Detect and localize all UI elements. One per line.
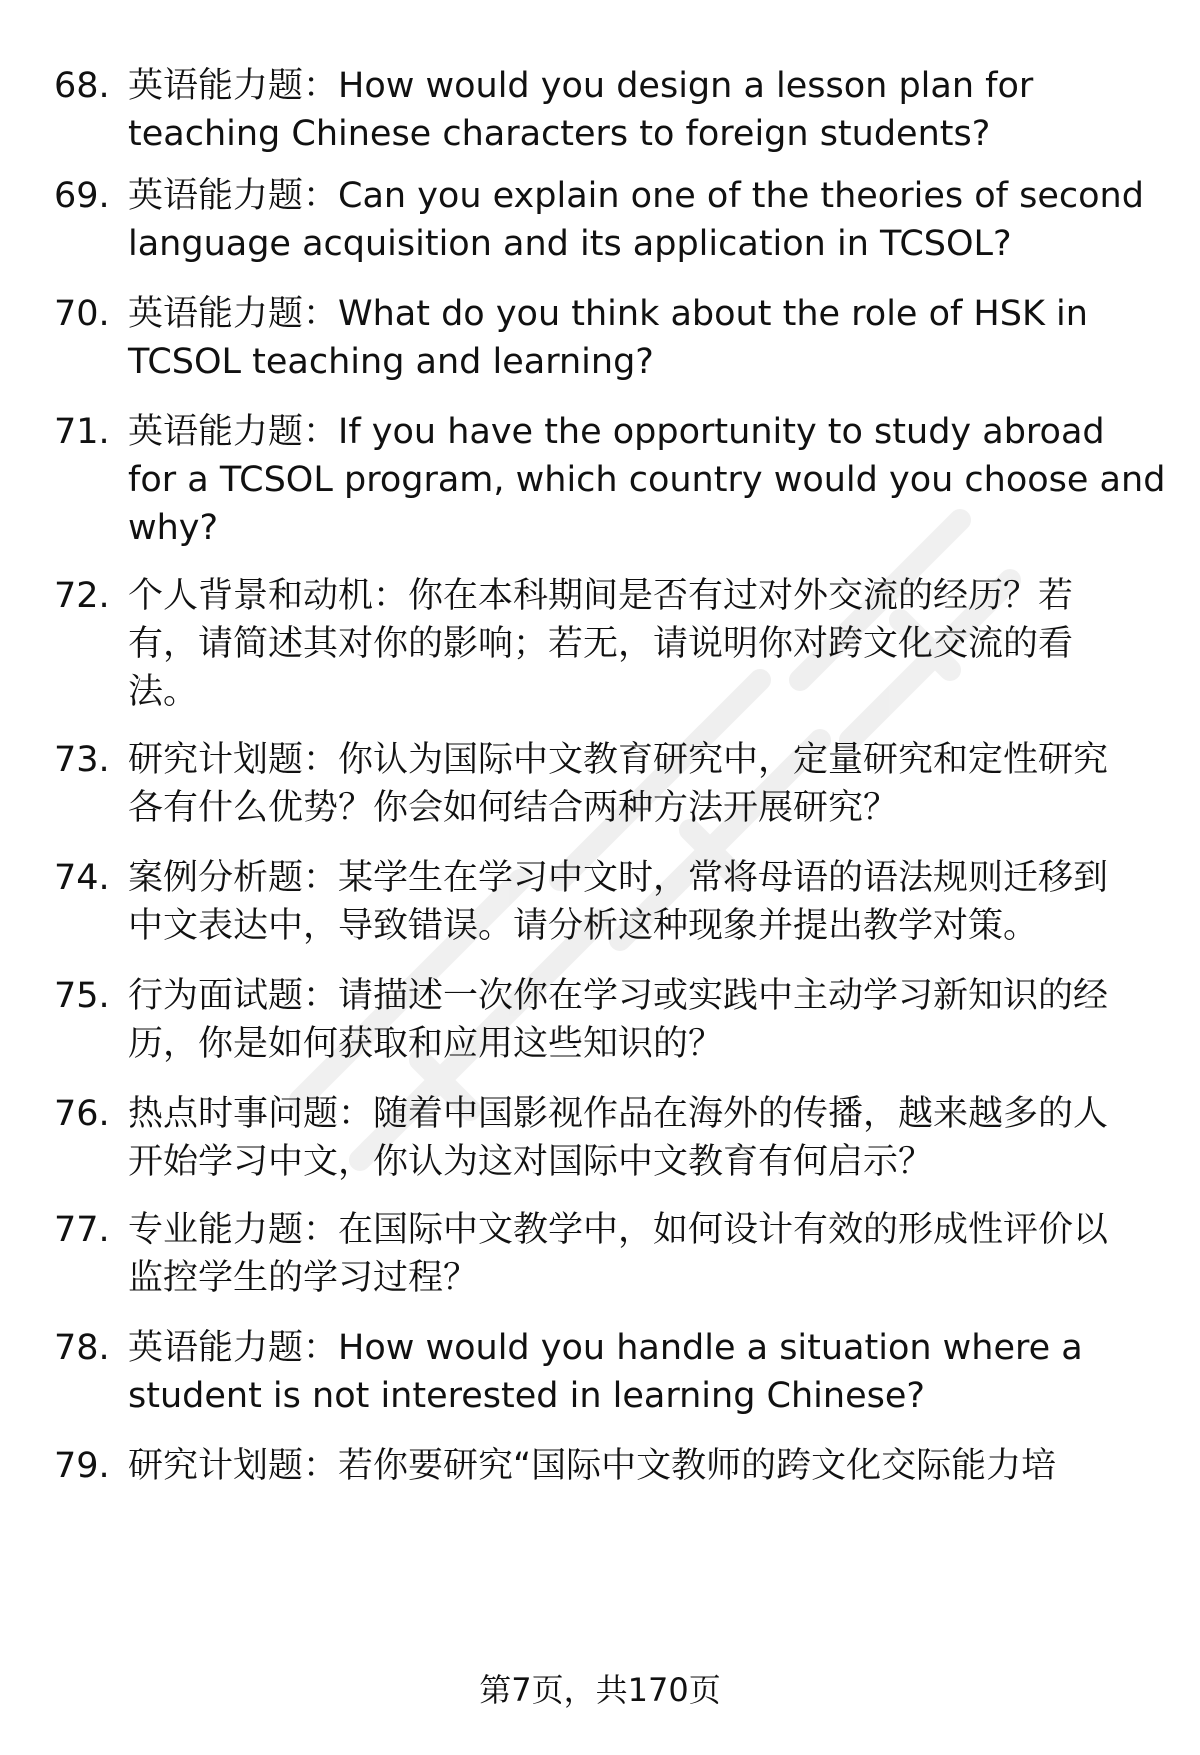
question-text-line: 英语能力题：How would you design a lesson plan for — [128, 66, 1034, 106]
question-text-line: 研究计划题：你认为国际中文教育研究中，定量研究和定性研究 — [128, 740, 1109, 780]
question-text-line: for a TCSOL program, which country would you choose and — [128, 460, 1166, 500]
question-text-line: 专业能力题：在国际中文教学中，如何设计有效的形成性评价以 — [128, 1210, 1109, 1250]
question-number: 79. — [54, 1446, 110, 1486]
question-text-line: 研究计划题：若你要研究“国际中文教师的跨文化交际能力培 — [128, 1446, 1057, 1486]
question-number: 77. — [54, 1210, 110, 1250]
question-number: 70. — [54, 294, 110, 334]
question-number: 76. — [54, 1094, 110, 1134]
question-text-line: TCSOL teaching and learning? — [128, 342, 654, 382]
question-text-line: 英语能力题：How would you handle a situation where a — [128, 1328, 1083, 1368]
question-text-line: language acquisition and its application in TCSOL? — [128, 224, 1012, 264]
question-number: 71. — [54, 412, 110, 452]
question-text-line: 有，请简述其对你的影响；若无，请说明你对跨文化交流的看 — [128, 624, 1074, 664]
question-text-line: teaching Chinese characters to foreign students? — [128, 114, 991, 154]
question-text-line: 中文表达中，导致错误。请分析这种现象并提出教学对策。 — [128, 906, 1039, 946]
question-text-line: why? — [128, 508, 219, 548]
question-text-line: 法。 — [128, 672, 199, 712]
question-number: 69. — [54, 176, 110, 216]
question-number: 75. — [54, 976, 110, 1016]
page-footer: 第7页，共170页 — [479, 1671, 721, 1709]
question-number: 68. — [54, 66, 110, 106]
question-number: 73. — [54, 740, 110, 780]
question-text-line: 案例分析题：某学生在学习中文时，常将母语的语法规则迁移到 — [128, 858, 1109, 898]
question-text-line: 英语能力题：If you have the opportunity to study abroad — [128, 412, 1105, 452]
question-text-line: 英语能力题：What do you think about the role of HSK in — [128, 294, 1088, 334]
question-text-line: 热点时事问题：随着中国影视作品在海外的传播，越来越多的人 — [128, 1094, 1109, 1134]
question-text-line: student is not interested in learning Chinese? — [128, 1376, 925, 1416]
question-text-line: 英语能力题：Can you explain one of the theories of second — [128, 176, 1144, 216]
question-text-line: 行为面试题：请描述一次你在学习或实践中主动学习新知识的经 — [128, 976, 1109, 1016]
question-text-line: 历，你是如何获取和应用这些知识的？ — [128, 1024, 724, 1064]
question-number: 74. — [54, 858, 110, 898]
question-number: 72. — [54, 576, 110, 616]
question-text-line: 开始学习中文，你认为这对国际中文教育有何启示？ — [128, 1142, 934, 1182]
question-text-line: 监控学生的学习过程？ — [128, 1258, 479, 1298]
question-text-line: 个人背景和动机：你在本科期间是否有过对外交流的经历？若 — [128, 576, 1074, 616]
question-number: 78. — [54, 1328, 110, 1368]
question-text-line: 各有什么优势？你会如何结合两种方法开展研究？ — [128, 788, 899, 828]
